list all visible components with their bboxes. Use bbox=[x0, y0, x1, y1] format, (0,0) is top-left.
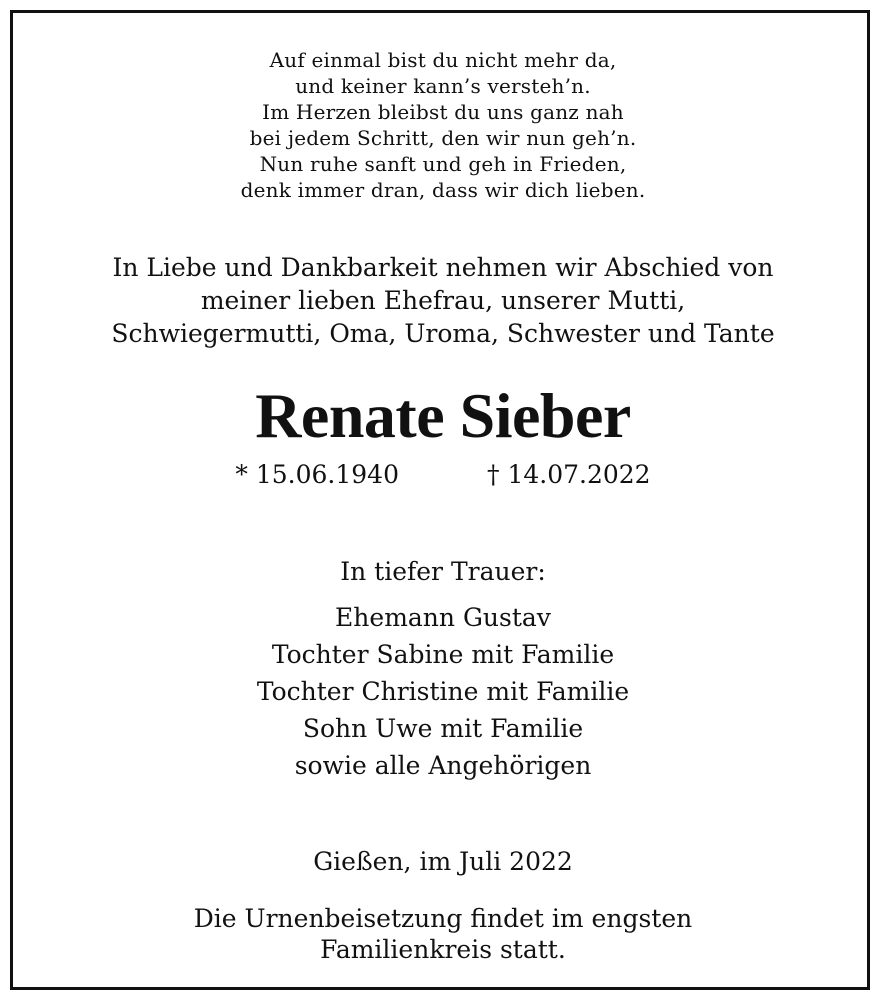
death-date: † 14.07.2022 bbox=[487, 460, 651, 489]
intro-line: Schwiegermutti, Oma, Uroma, Schwester und Tante bbox=[111, 319, 775, 348]
mourner: Tochter Sabine mit Familie bbox=[271, 640, 615, 669]
mourner: Sohn Uwe mit Familie bbox=[302, 714, 584, 743]
burial-notice bbox=[13, 903, 873, 965]
mourners-list bbox=[13, 599, 873, 784]
obituary-frame bbox=[10, 10, 870, 990]
poem-line: Nun ruhe sanft und geh in Frieden, bbox=[259, 152, 627, 176]
mourner: Tochter Christine mit Familie bbox=[256, 677, 630, 706]
intro-line: In Liebe und Dankbarkeit nehmen wir Abschied von bbox=[112, 253, 774, 282]
poem-line: Auf einmal bist du nicht mehr da, bbox=[269, 48, 617, 72]
intro-line: meiner lieben Ehefrau, unserer Mutti, bbox=[200, 286, 686, 315]
poem-line: Im Herzen bleibst du uns ganz nah bbox=[262, 100, 624, 124]
notice-line: Familienkreis statt. bbox=[320, 935, 566, 964]
mourner: sowie alle Angehörigen bbox=[294, 751, 592, 780]
place-date: Gießen, im Juli 2022 bbox=[313, 847, 573, 876]
mourning-heading: In tiefer Trauer: bbox=[340, 557, 546, 586]
poem-line: denk immer dran, dass wir dich lieben. bbox=[240, 178, 646, 202]
notice-line: Die Urnenbeisetzung findet im engsten bbox=[193, 904, 693, 933]
intro-text bbox=[13, 251, 873, 350]
poem-line: und keiner kann’s versteh’n. bbox=[295, 74, 591, 98]
birth-date: * 15.06.1940 bbox=[235, 460, 399, 489]
poem bbox=[13, 47, 873, 203]
life-dates bbox=[13, 459, 873, 491]
mourner: Ehemann Gustav bbox=[335, 603, 551, 632]
poem-line: bei jedem Schritt, den wir nun geh’n. bbox=[249, 126, 637, 150]
deceased-name: Renate Sieber bbox=[255, 380, 631, 451]
